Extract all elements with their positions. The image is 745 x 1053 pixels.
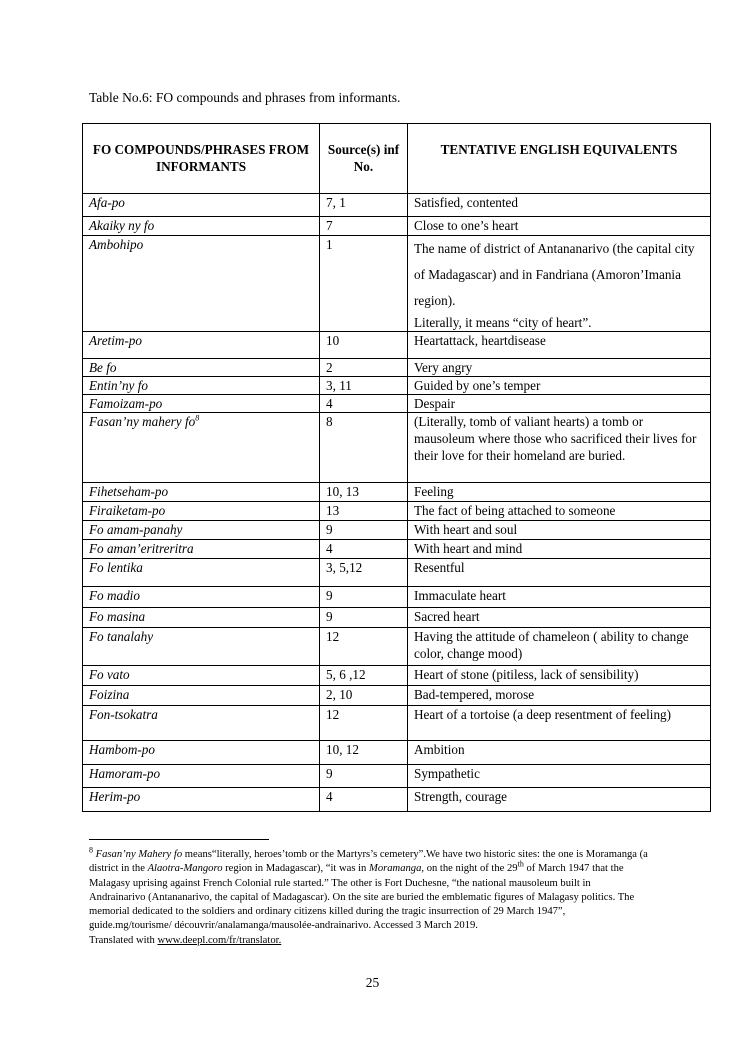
footnote-place-1: Alaotra-Mangoro [147,863,223,875]
compound-text: Firaiketam-po [89,503,166,518]
source-cell: 1 [320,236,408,332]
source-cell: 2, 10 [320,686,408,706]
meaning-text: Strength, courage [414,789,508,804]
compound-cell [83,194,320,217]
source-cell: 9 [320,608,408,628]
meaning-text: Sympathetic [414,766,480,781]
compound-cell [83,765,320,788]
source-cell: 12 [320,706,408,741]
table-row [83,540,711,559]
compound-cell [83,741,320,765]
compound-text: Fo madio [89,588,140,603]
compound-text: Akaiky ny fo [89,218,155,233]
meaning-text: Despair [414,396,456,411]
table-row [83,587,711,608]
meaning-text: Heartattack, heartdisease [414,333,546,348]
source-cell: 10 [320,332,408,359]
table-row [83,765,711,788]
table-row [83,377,711,395]
header-compounds: FO COMPOUNDS/PHRASES FROM INFORMANTS [83,124,320,194]
meaning-cell [408,377,711,395]
compound-cell [83,628,320,666]
meaning-cell [408,217,711,236]
compound-text: Entin’ny fo [89,378,148,393]
meaning-cell [408,194,711,217]
table-row [83,666,711,686]
table-row [83,194,711,217]
table-row [83,413,711,483]
meaning-text: Ambition [414,742,465,757]
compound-cell [83,686,320,706]
translator-link[interactable]: www.deepl.com/fr/translator. [157,934,282,946]
footnote [89,845,649,948]
meaning-text: Resentful [414,560,465,575]
source-cell: 3, 5,12 [320,559,408,587]
source-cell: 7, 1 [320,194,408,217]
footnote-text-2: region in Madagascar), “it was in [222,863,369,875]
footnote-separator [89,839,269,840]
meaning-cell [408,741,711,765]
table-row [83,706,711,741]
table-row [83,521,711,540]
compound-text: Fon-tsokatra [89,707,158,722]
source-cell: 10, 13 [320,483,408,502]
compound-cell [83,666,320,686]
meaning-cell [408,765,711,788]
compound-text: Fo amam-panahy [89,522,183,537]
compound-text: Be fo [89,360,117,375]
compound-text: Fo lentika [89,560,143,575]
table-row [83,559,711,587]
meaning-cell [408,608,711,628]
meaning-text: Feeling [414,484,454,499]
meaning-text: Heart of stone (pitiless, lack of sensibility) [414,667,639,682]
compound-text: Fihetseham-po [89,484,169,499]
compound-text: Aretim-po [89,333,142,348]
compound-cell [83,521,320,540]
meaning-text: The name of district of Antananarivo (the capital city of Madagascar) and in Fandriana (Amoron’Imania region). [414,241,695,308]
fo-compounds-table [82,123,711,812]
table-row [83,483,711,502]
compound-text: Herim-po [89,789,141,804]
compound-cell [83,559,320,587]
meaning-cell [408,587,711,608]
source-cell: 4 [320,540,408,559]
meaning-cell [408,521,711,540]
meaning-cell [408,502,711,521]
footnote-text-3: , on the night of the 29 [421,863,518,875]
source-cell: 8 [320,413,408,483]
meaning-text: Sacred heart [414,609,480,624]
source-cell: 4 [320,788,408,812]
source-cell: 4 [320,395,408,413]
header-sources: Source(s) inf No. [320,124,408,194]
compound-text: Hambom-po [89,742,155,757]
meaning-text: Heart of a tortoise (a deep resentment of feeling) [414,707,672,722]
footnote-place-2: Moramanga [369,863,422,875]
meaning-text: Guided by one’s temper [414,378,541,393]
table-row [83,359,711,377]
page-number: 25 [365,975,380,990]
table-body [83,194,711,812]
table-row [83,236,711,332]
table-row [83,628,711,666]
meaning-text: With heart and soul [414,522,518,537]
compound-text: Fo tanalahy [89,629,154,644]
table-row [83,741,711,765]
header-english: TENTATIVE ENGLISH EQUIVALENTS [408,124,711,194]
footnote-text-1: means“literally, heroes’tomb or the Martyrs’s cemetery”.We have two historic sites: the one is Moramanga (a district in the [89,849,648,875]
meaning-cell [408,483,711,502]
meaning-cell [408,540,711,559]
meaning-text: Having the attitude of chameleon ( ability to change color, change mood) [414,629,689,661]
meaning-cell [408,359,711,377]
compound-cell [83,332,320,359]
compound-cell [83,377,320,395]
meaning-cell [408,559,711,587]
meaning-cell [408,332,711,359]
compound-cell [83,608,320,628]
meaning-text: Close to one’s heart [414,218,519,233]
compound-text: Fo aman’eritreritra [89,541,194,556]
source-cell: 9 [320,765,408,788]
source-cell: 9 [320,587,408,608]
compound-text: Fo masina [89,609,146,624]
meaning-text: Satisfied, contented [414,195,519,210]
meaning-cell [408,686,711,706]
compound-cell [83,395,320,413]
meaning-text: Immaculate heart [414,588,506,603]
compound-cell [83,540,320,559]
compound-text: Famoizam-po [89,396,163,411]
meaning-extra-text: Literally, it means “city of heart”. [414,315,592,330]
meaning-text: With heart and mind [414,541,523,556]
compound-cell [83,217,320,236]
footnote-ref[interactable]: 8 [195,413,200,423]
footnote-text-4: of March 1947 that the Malagasy uprising against French Colonial rule started.” The other is Fort Duchesne, “the national mausoleum built in Andrainarivo (Antananarivo, the capital of Madagascar). On the site are buried the emblematic figures of Malagasy politics. The memorial dedicated to the soldiers and ordinary citizens killed during the tragic insurrection of 29 March 1947”, guide.mg/tourisme/ découvrir/analamanga/mausolée-andrainarivo. Accessed 3 March 2019. [89,863,635,932]
compound-cell [83,502,320,521]
meaning-cell [408,236,711,332]
source-cell: 13 [320,502,408,521]
compound-text: Fo vato [89,667,130,682]
footnote-mark: 8 [89,845,93,855]
meaning-cell [408,395,711,413]
meaning-cell [408,706,711,741]
meaning-text: The fact of being attached to someone [414,503,616,518]
meaning-cell [408,788,711,812]
compound-text: Hamoram-po [89,766,161,781]
table-caption: Table No.6: FO compounds and phrases from informants. [89,90,401,105]
source-cell: 10, 12 [320,741,408,765]
compound-cell [83,587,320,608]
source-cell: 9 [320,521,408,540]
table-row [83,686,711,706]
table-row [83,788,711,812]
compound-cell [83,788,320,812]
compound-text: Afa-po [89,195,125,210]
table-row [83,608,711,628]
compound-cell [83,359,320,377]
compound-text: Foizina [89,687,130,702]
meaning-text: (Literally, tomb of valiant hearts) a tomb or mausoleum where those who sacrificed their lives for their love for their homeland are buried. [414,414,697,463]
meaning-cell [408,628,711,666]
source-cell: 2 [320,359,408,377]
footnote-ordinal: th [517,859,524,869]
compound-cell [83,706,320,741]
table-row [83,395,711,413]
compound-cell [83,236,320,332]
table-row [83,502,711,521]
footnote-term: Fasan’ny Mahery fo [95,849,183,860]
table-header-row [83,124,711,194]
compound-cell [83,413,320,483]
meaning-cell [408,413,711,483]
footnote-text-5: Translated with [89,934,158,946]
table-row [83,217,711,236]
compound-text: Ambohipo [89,237,144,252]
source-cell: 3, 11 [320,377,408,395]
source-cell: 12 [320,628,408,666]
meaning-text: Very angry [414,360,473,375]
source-cell: 7 [320,217,408,236]
compound-text: Fasan’ny mahery fo [89,414,196,429]
meaning-cell [408,666,711,686]
meaning-text: Bad-tempered, morose [414,687,535,702]
table-row [83,332,711,359]
source-cell: 5, 6 ,12 [320,666,408,686]
compound-cell [83,483,320,502]
